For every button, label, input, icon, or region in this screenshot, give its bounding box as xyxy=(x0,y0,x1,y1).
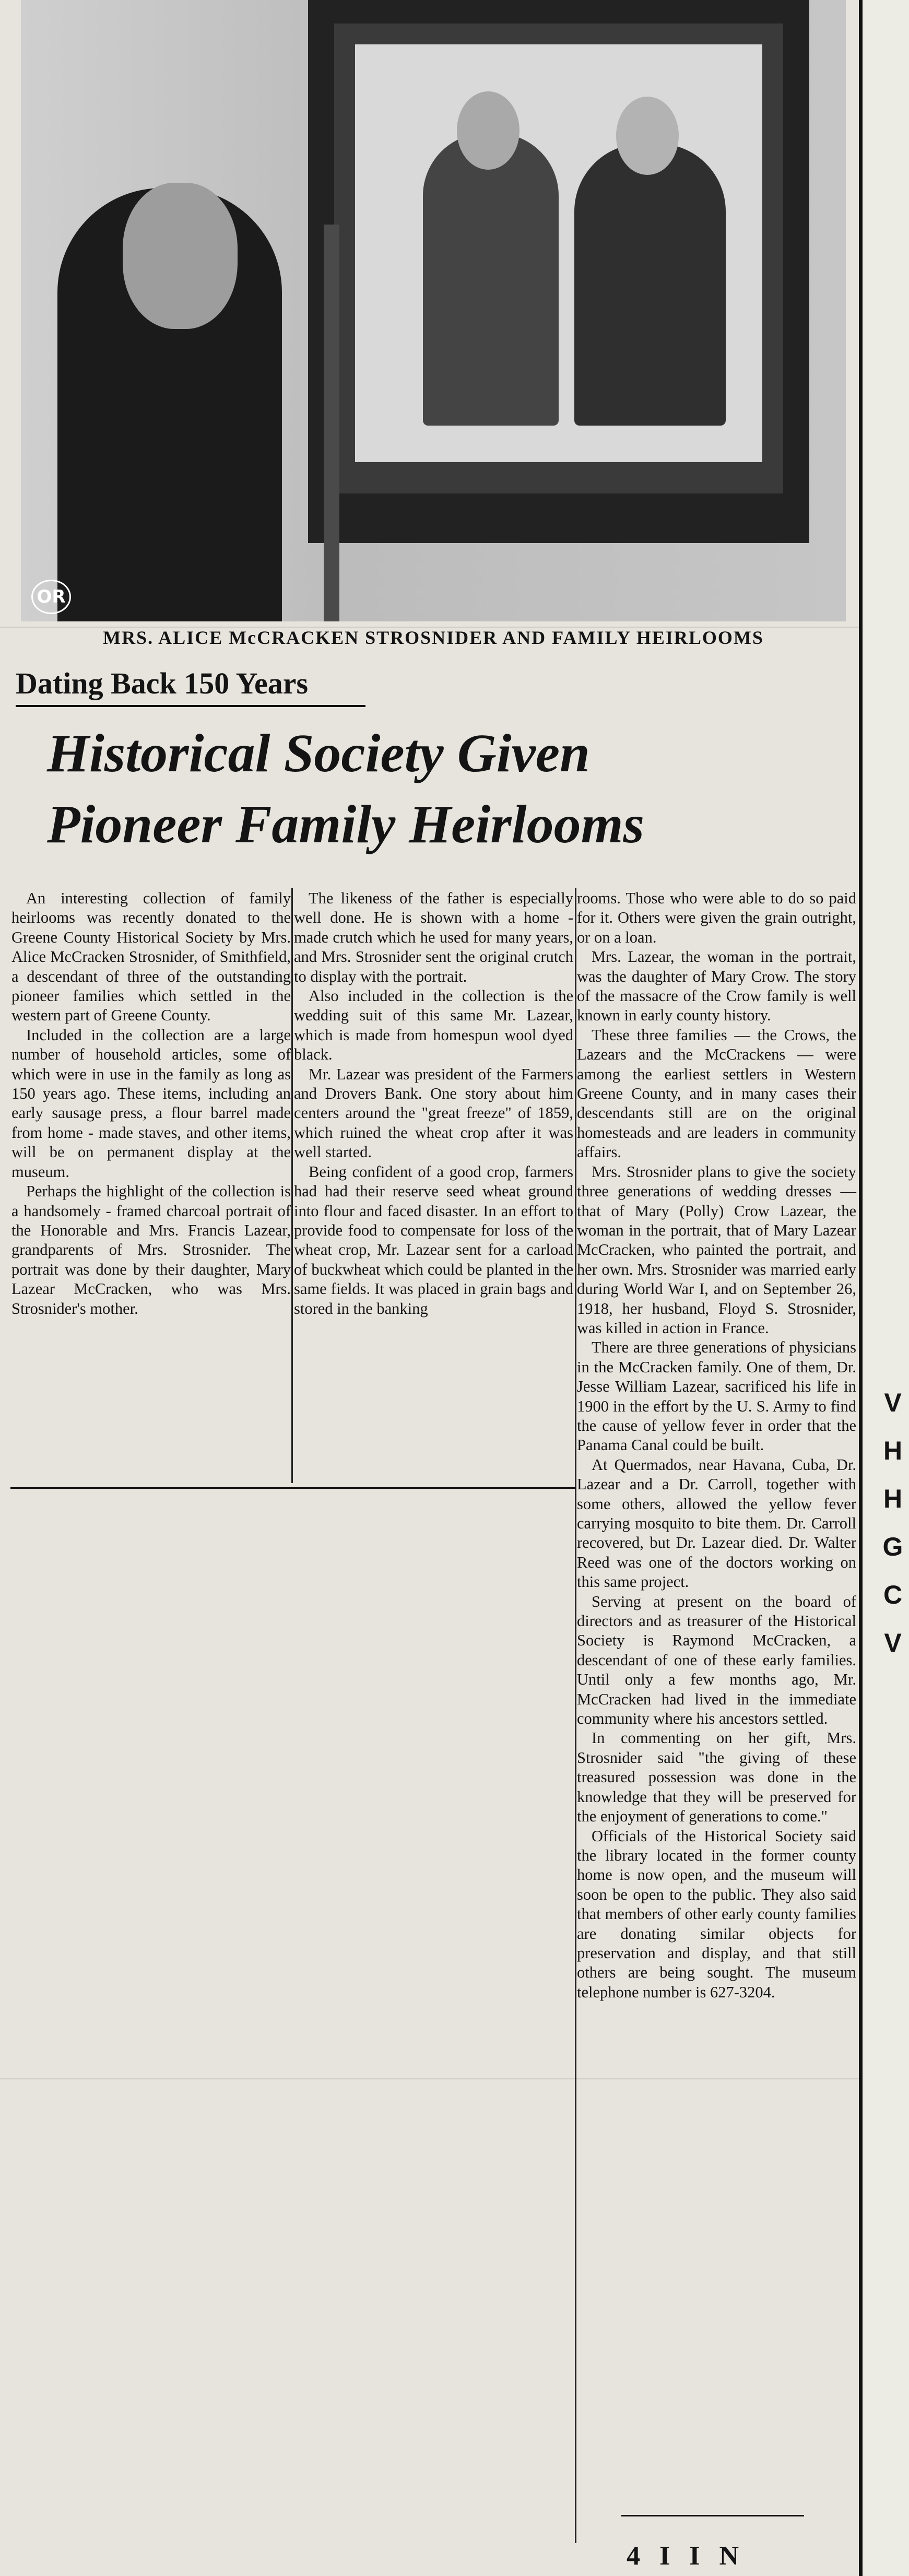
paragraph: Mr. Lazear was president of the Farmers and Drovers Bank. One story about him centers around the "great freeze" of 1859, which ruined the wheat crop after it was well started. xyxy=(294,1065,573,1161)
paragraph: Serving at present on the board of directors and as treasurer of the Historical Society is Raymond McCracken, a descendant of one of these early families. Until only a few months ago, Mr. McCracken had lived in the immediate community where his ancestors settled. xyxy=(577,1592,856,1728)
paragraph: Included in the collection are a large number of household articles, some of which were in use in the family as long as 150 years ago. These items, including an early sausage press, a flour barrel made from home - made staves, and other items, will be on permanent display at the museum. xyxy=(11,1026,291,1181)
next-article-fragment: 4 I I N xyxy=(627,2541,746,2571)
page-edge-rule xyxy=(859,0,863,2576)
photo-credit-mark: OR xyxy=(31,580,71,614)
article-end-rule xyxy=(621,2515,804,2516)
article-column-1 xyxy=(11,889,291,1319)
headline xyxy=(47,718,841,860)
margin-letter: H xyxy=(883,1436,903,1465)
paragraph: Also included in the collection is the wedding suit of this same Mr. Lazear, which is made from homespun wool dyed black. xyxy=(294,987,573,1064)
portrait-frame xyxy=(308,0,809,543)
margin-letter: C xyxy=(883,1580,903,1609)
charcoal-portrait xyxy=(355,44,762,462)
margin-letter: G xyxy=(882,1532,903,1561)
margin-letter: V xyxy=(884,1388,902,1417)
paragraph: Mrs. Strosnider plans to give the society three generations of wedding dresses — that of Mary (Polly) Crow Lazear, the woman in the portrait, that of Mary Lazear McCracken, who painted the portrait, and her own. Mrs. Strosnider was married early during World War I, and on September 26, 1918, her husband, Floyd S. Strosnider, was killed in action in France. xyxy=(577,1162,856,1337)
crutch xyxy=(324,225,339,621)
paragraph: At Quermados, near Havana, Cuba, Dr. Lazear and a Dr. Carroll, together with some others, allowed the yellow fever carrying mosquito to bite them. Dr. Carroll recovered, but Dr. Lazear died. Dr. Walter Reed was one of the doctors working on this same project. xyxy=(577,1455,856,1591)
fold-line xyxy=(0,2078,861,2079)
paragraph: In commenting on her gift, Mrs. Strosnider said "the giving of these treasured possession was done in the knowledge that they will be preserved for the enjoyment of generations to come." xyxy=(577,1729,856,1826)
paragraph: Mrs. Lazear, the woman in the portrait, was the daughter of Mary Crow. The story of the massacre of the Crow family is well known in early county history. xyxy=(577,948,856,1025)
article-column-2 xyxy=(294,889,573,1319)
paragraph: There are three generations of physicians in the McCracken family. One of them, Dr. Jesse William Lazear, sacrificed his life in 1900 in the effort by the U. S. Army to find the cause of yellow fever in order that the Panama Canal could be built. xyxy=(577,1338,856,1454)
kicker-underline xyxy=(16,705,365,707)
paragraph: An interesting collection of family heirlooms was recently donated to the Greene County Historical Society by Mrs. Alice McCracken Strosnider, of Smithfield, a descendant of three of the outstanding pioneer families which settled in the western part of Greene County. xyxy=(11,889,291,1025)
paragraph: Perhaps the highlight of the collection is a handsomely - framed charcoal portrait of the Honorable and Mrs. Francis Lazear, grandparents of Mrs. Strosnider. The portrait was done by their daughter, Mary Lazear McCracken, who was Mrs. Strosnider's mother. xyxy=(11,1182,291,1318)
column-rule xyxy=(575,888,576,2543)
photo-caption: MRS. ALICE McCRACKEN STROSNIDER AND FAMILY HEIRLOOMS xyxy=(103,627,764,648)
paragraph: rooms. Those who were able to do so paid for it. Others were given the grain outright, or on a loan. xyxy=(577,889,856,946)
article-column-3 xyxy=(577,889,856,2002)
margin-letter: V xyxy=(884,1628,902,1657)
paragraph: These three families — the Crows, the Lazears and the McCrackens — were among the earliest settlers in Western Greene County, and in many cases their descendants still are on the original homesteads and are leaders in community affairs. xyxy=(577,1026,856,1161)
paragraph: Being confident of a good crop, farmers had had their reserve seed wheat ground into flour and faced disaster. In an effort to provide food to compensate for loss of the wheat crop, Mr. Lazear sent for a carload of buckwheat which could be planted in the same fields. It was placed in grain bags and stored in the banking xyxy=(294,1162,573,1318)
headline-line-2: Pioneer Family Heirlooms xyxy=(47,794,644,854)
paragraph: Officials of the Historical Society said the library located in the former county home is now open, and the museum will soon be open to the public. They also said that members of other early county families are donating similar objects for preservation and display, and that still others are being sought. The museum telephone number is 627-3204. xyxy=(577,1827,856,2001)
kicker-headline: Dating Back 150 Years xyxy=(16,666,309,700)
headline-line-1: Historical Society Given xyxy=(47,723,590,783)
margin-letters xyxy=(882,1379,903,1667)
margin-letter: H xyxy=(883,1484,903,1513)
news-photo xyxy=(21,0,846,621)
clipping-cut-line xyxy=(10,1487,576,1489)
column-rule xyxy=(291,888,293,1483)
paragraph: The likeness of the father is especially well done. He is shown with a home - made crutch which he used for many years, and Mrs. Strosnider sent the original crutch to display with the portrait. xyxy=(294,889,573,985)
